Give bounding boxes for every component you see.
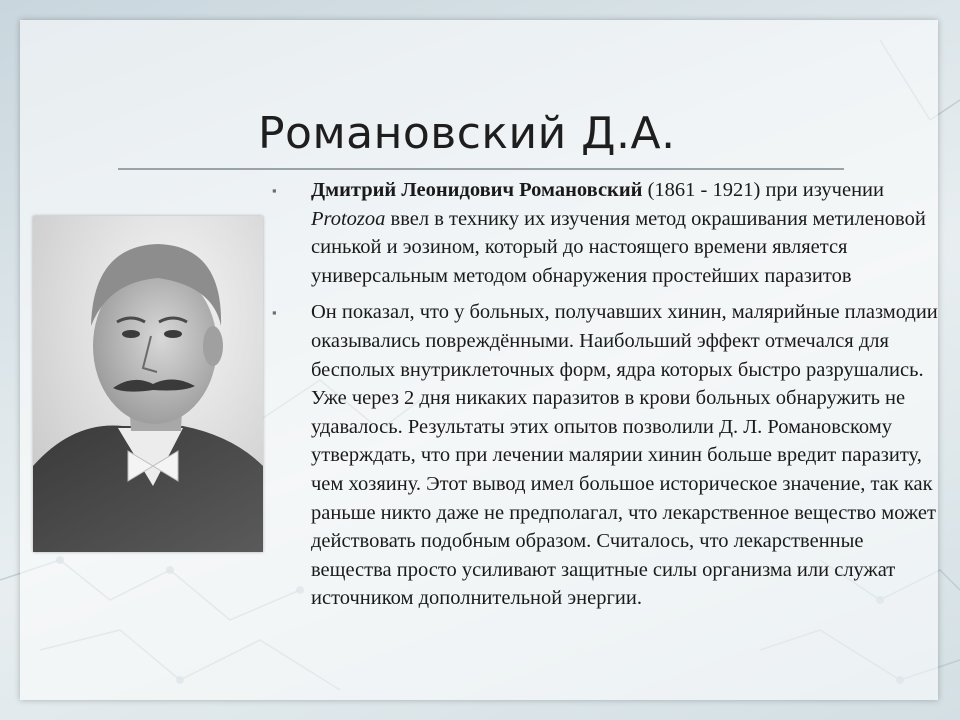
slide-title: Романовский Д.А. bbox=[258, 108, 676, 159]
paragraph2-text: Он показал, что у больных, получавших хинин, малярийные плазмодии оказывались повреждёнными. Наибольший эффект отмечался для бесполых внутриклеточных форм, ядра которых быстро разрушались. Уже через 2 дня никаких паразитов в крови больных обнаружить не удавалось. Результаты этих опытов позволили Д. Л. Романовскому утверждать, что при лечении малярии хинин больше вредит паразиту, чем хозяину. Этот вывод имел большое историческое значение, так как раньше никто даже не предполагал, что лекарственное вещество может действовать подобным образом. Считалось, что лекарственные вещества просто усиливают защитные силы организма или служат источником дополнительной энергии. bbox=[311, 301, 938, 610]
scientist-name: Дмитрий Леонидович Романовский bbox=[311, 179, 643, 201]
bullet-item bbox=[272, 298, 942, 613]
square-bullet-icon: ▪ bbox=[272, 183, 277, 198]
slide-content bbox=[272, 176, 942, 621]
paragraph1-text-b: ввел в технику их изучения метод окрашивания метиленовой синькой и эозином, который до настоящего времени является универсальным методом обнаружения простейших паразитов bbox=[311, 207, 926, 287]
paragraph1-text-a: (1861 - 1921) при изучении bbox=[642, 179, 884, 201]
latin-term: Protozoa bbox=[311, 207, 386, 230]
title-underline bbox=[118, 168, 844, 170]
square-bullet-icon: ▪ bbox=[272, 305, 277, 321]
portrait-photo bbox=[33, 216, 263, 552]
bullet-item bbox=[272, 176, 942, 290]
